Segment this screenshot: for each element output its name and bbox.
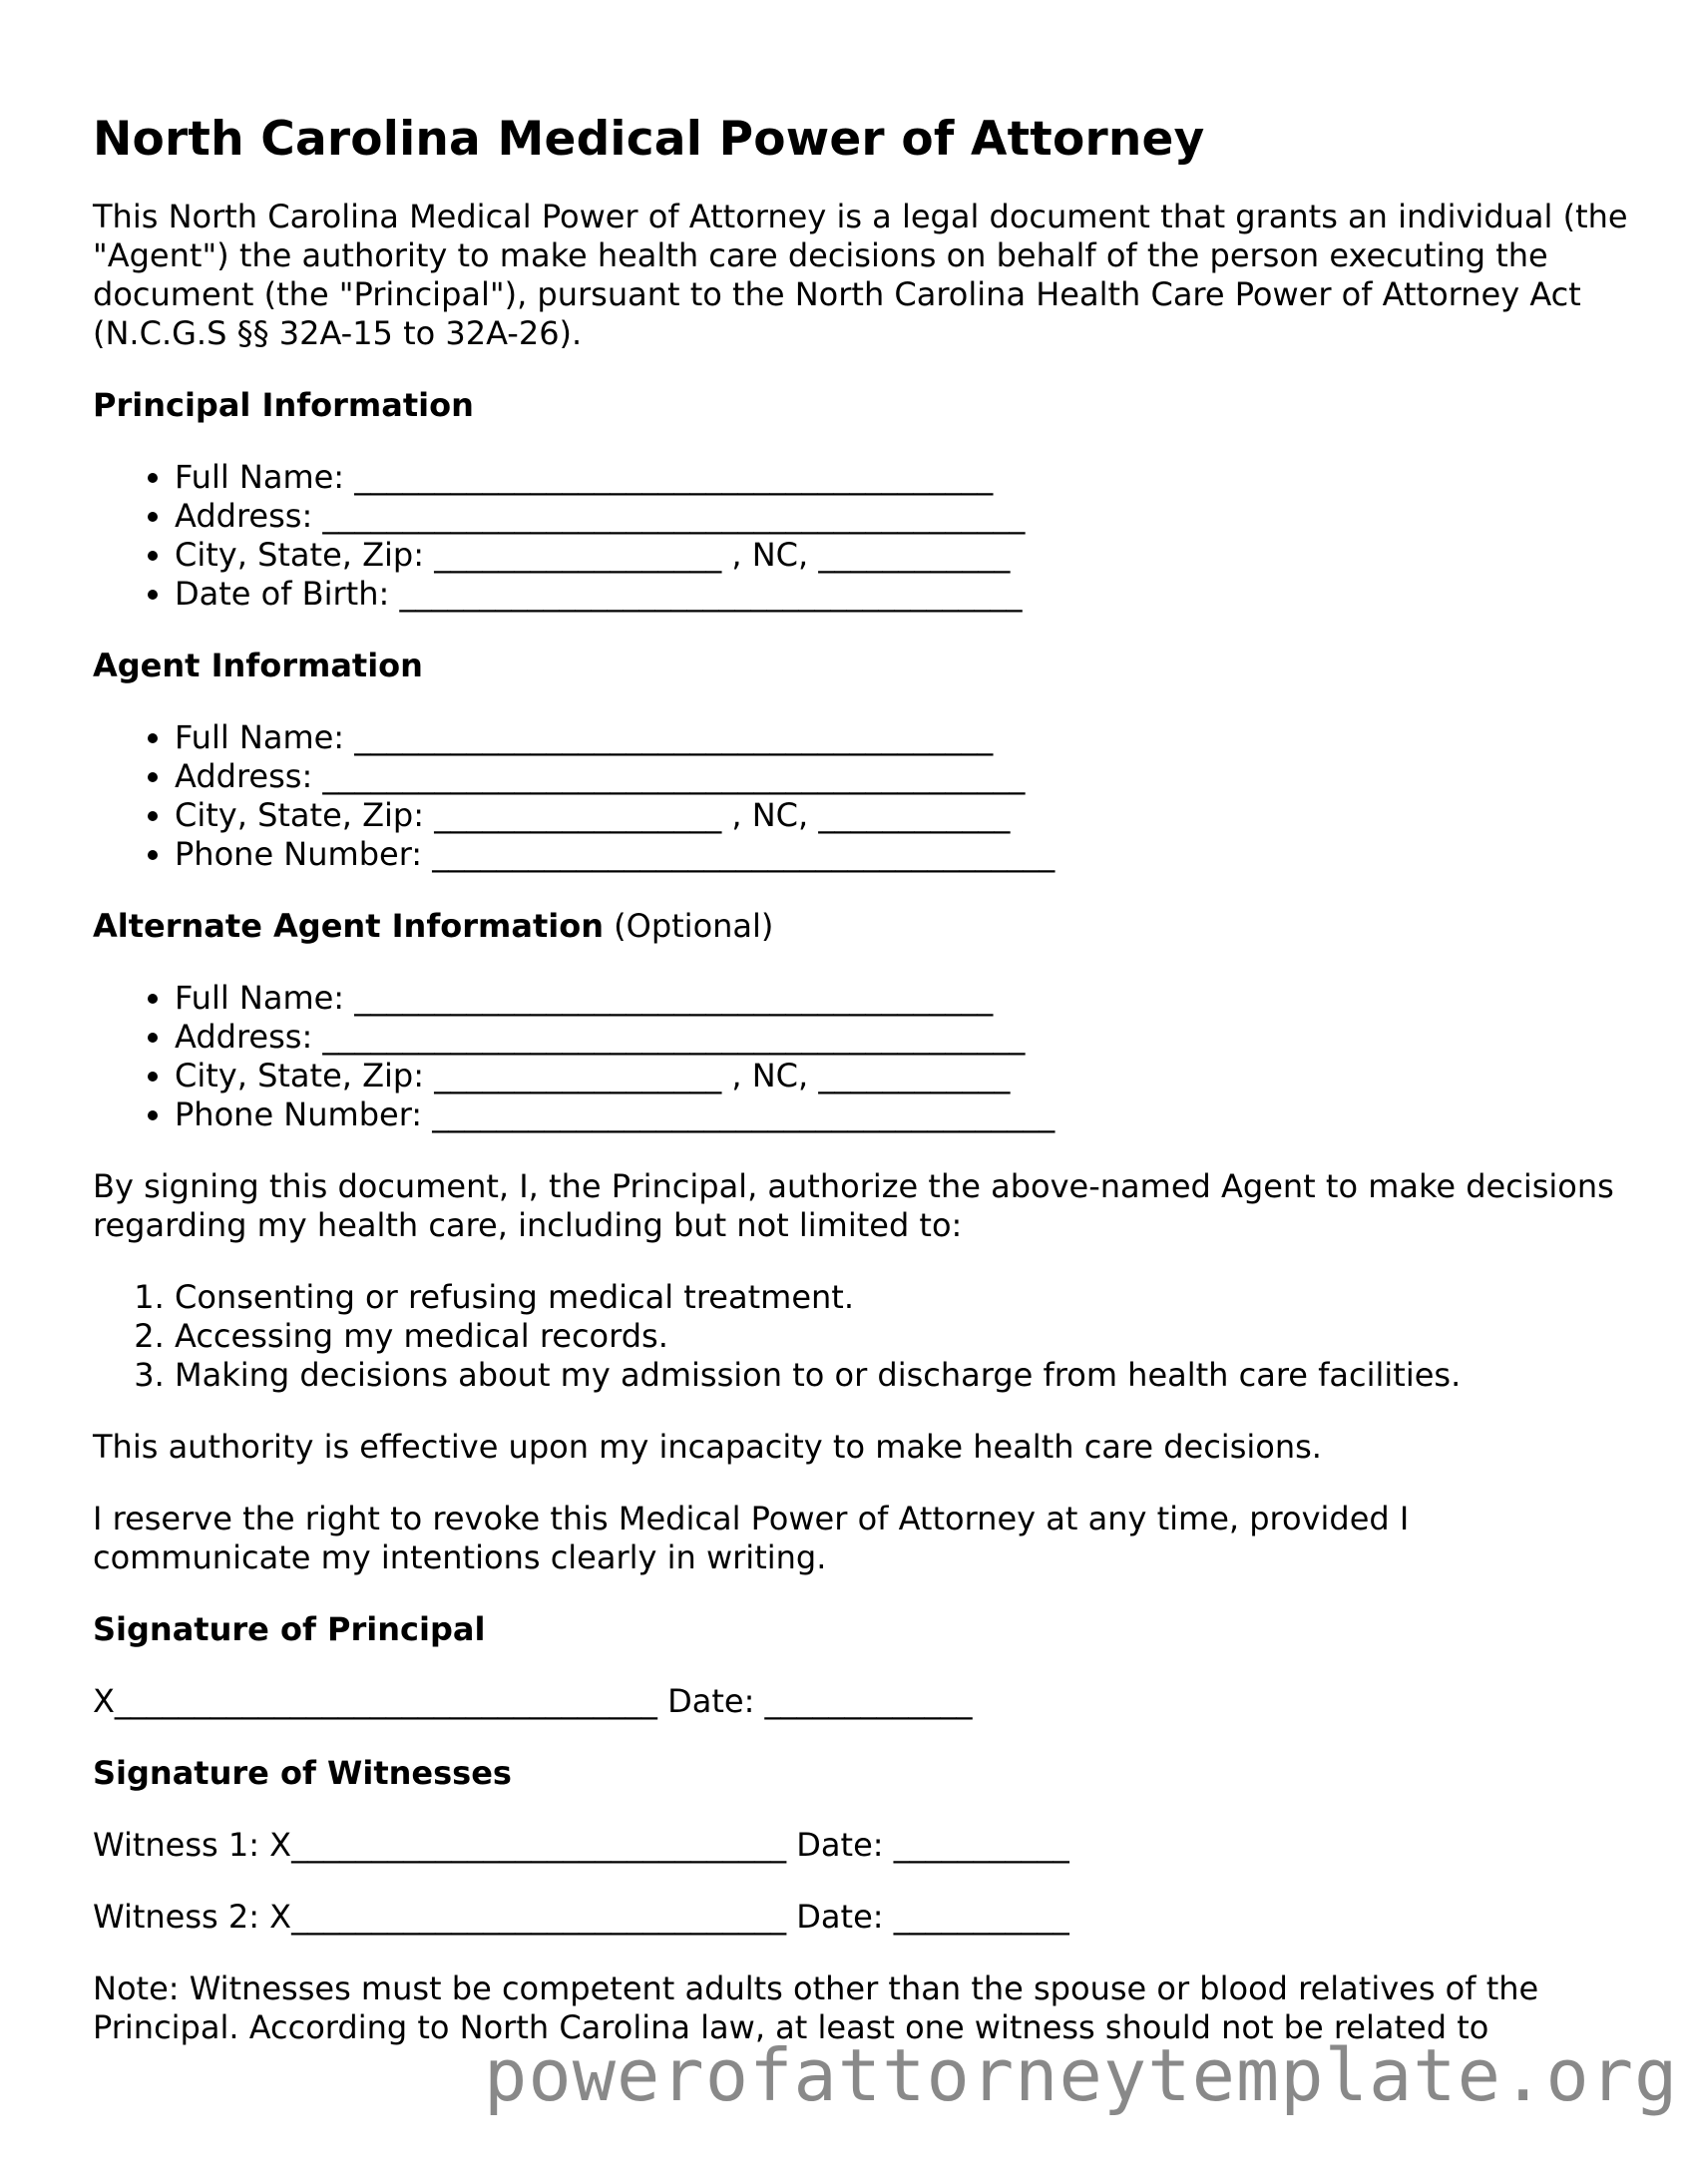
witness-1-signature-line[interactable]: Witness 1: X_______________________________ Date: ___________: [93, 1826, 1069, 1864]
principal-signature-line[interactable]: X__________________________________ Date: _____________: [93, 1682, 973, 1720]
intro-paragraph: This North Carolina Medical Power of Attorney is a legal document that grants an individual (the "Agent") the authority to make health care decisions on behalf of the person executing the document (the "Principal"), pursuant to the North Carolina Health Care Power of Attorney Act (N.C.G.S §§ 32A-15 to 32A-26).: [93, 198, 1628, 352]
agent-phone-number-field[interactable]: • Phone Number: _______________________________________: [175, 835, 1629, 874]
alternate-agent-info-heading: [93, 907, 1629, 946]
alternate-agent-phone-number-field[interactable]: • Phone Number: _______________________________________: [175, 1095, 1629, 1134]
agent-info-heading-text: Agent Information: [93, 647, 423, 684]
agent-info-heading: [93, 647, 1629, 685]
agent-address-field[interactable]: • Address: ____________________________________________: [175, 757, 1629, 796]
watermark-text: powerofattorneytemplate.org: [484, 2033, 1679, 2117]
principal-info-heading: [93, 386, 1629, 425]
principal-date-of-birth-field[interactable]: • Date of Birth: _______________________________________: [175, 575, 1629, 614]
revocation-paragraph: I reserve the right to revoke this Medical Power of Attorney at any time, provided I communicate my intentions clearly in writing.: [93, 1500, 1410, 1576]
principal-city-state-zip-field[interactable]: • City, State, Zip: __________________ , NC, ____________: [175, 536, 1629, 575]
alternate-agent-full-name-field[interactable]: • Full Name: ________________________________________: [175, 979, 1629, 1018]
power-item: 1. Consenting or refusing medical treatment.: [175, 1278, 1629, 1317]
alternate-agent-info-list: [93, 979, 1629, 1134]
agent-info-list: [93, 718, 1629, 874]
alternate-agent-city-state-zip-field[interactable]: • City, State, Zip: __________________ , NC, ____________: [175, 1057, 1629, 1095]
witness-note-paragraph: Note: Witnesses must be competent adults other than the spouse or blood relatives of the Principal. According to North Carolina law, at least one witness should not be related to: [93, 1969, 1539, 2046]
authorization-paragraph: By signing this document, I, the Principal, authorize the above-named Agent to make decisions regarding my health care, including but not limited to:: [93, 1167, 1614, 1244]
principal-signature-heading-text: Signature of Principal: [93, 1610, 486, 1648]
agent-full-name-field[interactable]: • Full Name: ________________________________________: [175, 718, 1629, 757]
principal-info-list: [93, 458, 1629, 614]
witness-2-signature-line[interactable]: Witness 2: X_______________________________ Date: ___________: [93, 1898, 1069, 1936]
principal-address-field[interactable]: • Address: ____________________________________________: [175, 497, 1629, 536]
alternate-agent-address-field[interactable]: • Address: ____________________________________________: [175, 1018, 1629, 1057]
agent-city-state-zip-field[interactable]: • City, State, Zip: __________________ , NC, ____________: [175, 796, 1629, 835]
power-item: 3. Making decisions about my admission to or discharge from health care facilities.: [175, 1356, 1629, 1395]
principal-signature-heading: [93, 1610, 1629, 1649]
principal-full-name-field[interactable]: • Full Name: ________________________________________: [175, 458, 1629, 497]
alternate-agent-info-heading-text: Alternate Agent Information: [93, 907, 604, 945]
alternate-agent-optional-label: (Optional): [603, 907, 774, 945]
witness-signature-heading-text: Signature of Witnesses: [93, 1754, 512, 1792]
document-page: [93, 110, 1629, 2080]
effective-paragraph: This authority is effective upon my incapacity to make health care decisions.: [93, 1428, 1322, 1466]
witness-signature-heading: [93, 1754, 1629, 1793]
power-item: 2. Accessing my medical records.: [175, 1317, 1629, 1356]
powers-list: [93, 1278, 1629, 1395]
principal-info-heading-text: Principal Information: [93, 386, 474, 424]
page-title: North Carolina Medical Power of Attorney: [93, 112, 1205, 167]
